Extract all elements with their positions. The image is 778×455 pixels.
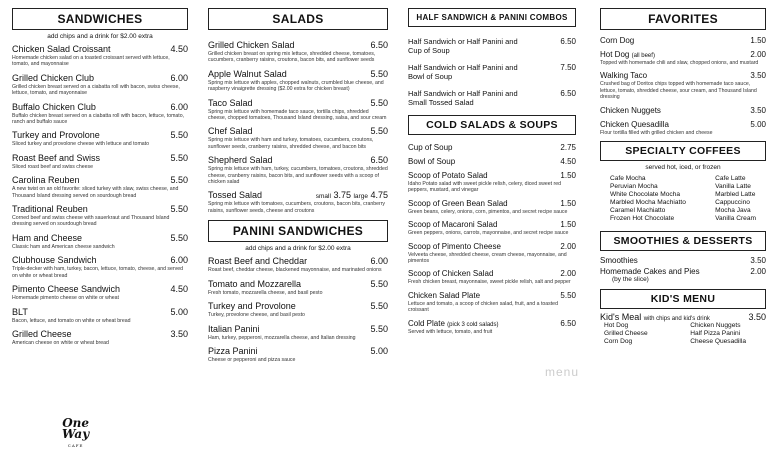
smoothies-header: SMOOTHIES & DESSERTS bbox=[600, 231, 766, 251]
menu-item bbox=[208, 256, 388, 273]
item-name: Buffalo Chicken Club bbox=[12, 101, 96, 112]
item-price: 6.50 bbox=[560, 37, 576, 46]
menu-item bbox=[12, 329, 188, 346]
list-item: Grilled Cheese bbox=[604, 330, 648, 338]
combo-item bbox=[408, 89, 576, 107]
list-item: Cafe Mocha bbox=[610, 175, 646, 183]
coffee-list-right bbox=[715, 175, 756, 223]
item-description: A new twist on an old favorite: sliced turkey with slaw, swiss cheese, and Thousand Island dressing served on sourdough bread bbox=[12, 186, 179, 199]
list-item: Chicken Nuggets bbox=[690, 322, 741, 330]
menu-item bbox=[12, 233, 188, 250]
favorites-section bbox=[600, 8, 766, 346]
item-name: Half Sandwich or Half Panini and Small Tossed Salad bbox=[408, 89, 518, 107]
menu-item bbox=[208, 279, 388, 296]
item-description: American cheese on white or wheat bread bbox=[12, 339, 109, 346]
item-name: Traditional Reuben bbox=[12, 204, 88, 215]
item-description: Grilled chicken breast on spring mix lettuce, shredded cheese, tomatoes, cucumbers, cranberry raisins, croutons, bacon bits, and sunflower seeds bbox=[208, 51, 376, 64]
item-price: 6.00 bbox=[170, 255, 188, 266]
item-price: 3.50 bbox=[170, 328, 188, 339]
item-name: Pimento Cheese Sandwich bbox=[12, 284, 121, 295]
item-name: BLT bbox=[12, 306, 28, 317]
item-price: 1.50 bbox=[560, 198, 576, 208]
item-description: Roast beef, cheddar cheese, blackened mayonnaise, and marinated onions bbox=[208, 267, 382, 274]
menu-item bbox=[12, 284, 188, 301]
favorites-list bbox=[600, 36, 766, 136]
cold-list bbox=[408, 143, 576, 314]
item-price: 6.50 bbox=[560, 89, 576, 98]
item-price: 6.00 bbox=[170, 101, 188, 112]
smoothies-list bbox=[600, 256, 766, 283]
item-price: 5.50 bbox=[170, 152, 188, 163]
item-price: 5.50 bbox=[170, 130, 188, 141]
item-description: Sliced roast beef and swiss cheese bbox=[12, 163, 94, 170]
menu-item bbox=[408, 143, 576, 152]
item-price: 5.50 bbox=[370, 278, 388, 289]
item-price: 2.00 bbox=[750, 267, 766, 277]
item-price: 6.00 bbox=[170, 72, 188, 83]
smoothie-item bbox=[600, 256, 766, 265]
list-item: Corn Dog bbox=[604, 338, 633, 346]
item-price: 4.50 bbox=[170, 44, 188, 54]
combo-item bbox=[408, 63, 576, 81]
combos-section bbox=[408, 8, 576, 340]
item-price: 5.00 bbox=[170, 306, 188, 317]
cold-header: COLD SALADS & SOUPS bbox=[408, 115, 576, 135]
item-name: Bowl of Soup bbox=[408, 157, 456, 166]
item-name: Cold Plate (pick 3 cold salads) bbox=[408, 318, 499, 328]
item-name: Carolina Reuben bbox=[12, 175, 80, 186]
item-name: Ham and Cheese bbox=[12, 232, 83, 243]
menu-item bbox=[208, 126, 388, 150]
item-description: Homemade chicken salad on a toasted croissant served with lettuce, tomato, and mayonnaise bbox=[12, 55, 170, 68]
list-item: Peruvian Mocha bbox=[610, 183, 658, 191]
item-name: Clubhouse Sandwich bbox=[12, 255, 97, 266]
item-description: Bacon, lettuce, and tomato on white or wheat bread bbox=[12, 317, 131, 324]
item-note: (by the slice) bbox=[612, 276, 649, 284]
menu-item bbox=[12, 307, 188, 324]
item-price: 5.50 bbox=[170, 204, 188, 215]
item-description: Turkey, provolone cheese, and basil pesto bbox=[208, 312, 305, 319]
item-description: Classic ham and American cheese sandwich bbox=[12, 243, 115, 250]
item-description: Cheese or pepperoni and pizza sauce bbox=[208, 356, 296, 363]
item-name: Grilled Chicken Club bbox=[12, 72, 95, 83]
item-name: Half Sandwich or Half Panini and Cup of Soup bbox=[408, 37, 518, 55]
item-price: 1.50 bbox=[750, 36, 766, 45]
dessert-item bbox=[600, 267, 766, 276]
item-name: Tomato and Mozzarella bbox=[208, 278, 302, 289]
coffee-list-left bbox=[610, 175, 686, 223]
salad-list bbox=[208, 40, 388, 185]
item-name: Tossed Salad bbox=[208, 190, 263, 201]
menu-item bbox=[208, 40, 388, 64]
item-name: Turkey and Provolone bbox=[208, 301, 296, 312]
item-description: Sliced turkey and provolone cheese with lettuce and tomato bbox=[12, 141, 149, 148]
item-description: Grilled chicken breast served on a ciabatta roll with bacon, swiss cheese, lettuce, tomato, and mayonnaise bbox=[12, 83, 180, 97]
item-name: Chicken Nuggets bbox=[600, 105, 661, 115]
list-item: Marbled Latte bbox=[715, 191, 756, 199]
item-price: 7.50 bbox=[560, 63, 576, 72]
item-price: 5.50 bbox=[560, 290, 576, 300]
item-description: Spring mix lettuce with tomatoes, cucumbers, croutons, bacon bits, cranberry raisins, sunflower seeds, cheese and croutons bbox=[208, 201, 386, 214]
list-item: Cheese Quesadilla bbox=[690, 338, 746, 346]
panini-subtitle: add chips and a drink for $2.00 extra bbox=[245, 245, 351, 253]
brand-name-2: Way bbox=[62, 427, 90, 441]
item-description: Spring mix lettuce with ham and turkey, tomatoes, cucumbers, croutons, sunflower seeds, cranberry raisins, shredded cheese, and bacon bits bbox=[208, 137, 374, 150]
menu-item bbox=[408, 220, 576, 236]
menu-item bbox=[12, 153, 188, 170]
item-name: Cup of Soup bbox=[408, 143, 453, 152]
menu-item bbox=[12, 204, 188, 228]
menu-item bbox=[12, 130, 188, 147]
item-name: Scoop of Pimento Cheese bbox=[408, 241, 501, 251]
list-item: White Chocolate Mocha bbox=[610, 191, 681, 199]
item-name: Scoop of Chicken Salad bbox=[408, 269, 494, 279]
coffees-header: SPECIALTY COFFEES bbox=[600, 141, 766, 161]
list-item: Half Pizza Panini bbox=[690, 330, 741, 338]
item-name: Hot Dog (all beef) bbox=[600, 50, 655, 59]
menu-item bbox=[12, 175, 188, 199]
item-description: Spring mix lettuce with ham, turkey, cucumbers, tomatoes, croutons, shredded cheese, cranberry raisins, bacon bits, and sunflower seeds with a scoop of chicken salad bbox=[208, 166, 388, 186]
item-name: Apple Walnut Salad bbox=[208, 68, 287, 79]
menu-item bbox=[600, 36, 766, 45]
item-name: Pizza Panini bbox=[208, 345, 258, 356]
kids-options-right bbox=[690, 322, 746, 346]
item-description: Green peppers, onions, carrots, mayonnaise, and secret recipe sauce bbox=[408, 230, 569, 237]
item-description: Corned beef and swiss cheese with sauerkraut and Thousand Island dressing served on sourdough bread bbox=[12, 215, 170, 228]
item-description: Served with lettuce, tomato, and fruit bbox=[408, 328, 493, 335]
item-price: 6.50 bbox=[560, 318, 576, 328]
item-name: Half Sandwich or Half Panini and Bowl of Soup bbox=[408, 63, 518, 81]
list-item: Vanilla Latte bbox=[715, 183, 751, 191]
watermark: menu bbox=[545, 365, 580, 379]
item-price: 5.50 bbox=[370, 126, 388, 137]
item-description: Buffalo chicken breast served on a ciabatta roll with bacon, lettuce, tomato, ranch and buffalo sauce bbox=[12, 112, 185, 126]
menu-item bbox=[208, 69, 388, 93]
item-name: Scoop of Macaroni Salad bbox=[408, 220, 498, 230]
item-price: 5.00 bbox=[750, 119, 766, 129]
sandwiches-section bbox=[12, 8, 188, 351]
menu-item bbox=[408, 157, 576, 166]
sandwiches-subtitle: add chips and a drink for $2.00 extra bbox=[47, 33, 153, 40]
kids-meal bbox=[600, 312, 766, 322]
item-description: Topped with homemade chili and slaw, chopped onions, and mustard bbox=[600, 60, 759, 66]
list-item: Mocha Java bbox=[715, 207, 751, 215]
menu-item bbox=[12, 102, 188, 126]
item-description: Spring mix lettuce with apples, chopped walnuts, crumbled blue cheese, and raspberry vinaigrette dressing ($2.00 extra for chicken breast) bbox=[208, 79, 384, 93]
item-price: 1.50 bbox=[560, 171, 576, 180]
item-description: Fresh tomato, mozzarella cheese, and basil pesto bbox=[208, 289, 323, 296]
item-name: Chef Salad bbox=[208, 126, 253, 137]
item-price: 2.75 bbox=[560, 143, 576, 152]
coffee-list bbox=[600, 175, 766, 223]
item-price: 5.50 bbox=[170, 232, 188, 243]
kids-options-left bbox=[604, 322, 648, 346]
item-price: 6.50 bbox=[370, 40, 388, 50]
list-item: Vanilla Cream bbox=[715, 215, 756, 223]
item-price: 3.50 bbox=[750, 71, 766, 81]
item-price: 5.50 bbox=[170, 175, 188, 186]
item-name: Homemade Cakes and Pies bbox=[600, 267, 700, 277]
item-name: Turkey and Provolone bbox=[12, 130, 100, 141]
list-item: Cappuccino bbox=[715, 199, 750, 207]
menu-item bbox=[208, 98, 388, 122]
item-name: Smoothies bbox=[600, 256, 638, 266]
item-price: 5.50 bbox=[370, 323, 388, 334]
list-item: Caramel Machiatto bbox=[610, 207, 666, 215]
kids-options bbox=[600, 322, 766, 346]
item-price: 5.00 bbox=[370, 345, 388, 356]
item-price: 1.50 bbox=[560, 220, 576, 230]
menu-item bbox=[408, 242, 576, 265]
item-name: Roast Beef and Cheddar bbox=[208, 256, 308, 267]
menu-item bbox=[600, 50, 766, 66]
combos-header: HALF SANDWICH & PANINI COMBOS bbox=[408, 8, 576, 27]
item-name: Grilled Chicken Salad bbox=[208, 40, 295, 50]
item-description: Ham, turkey, pepperoni, mozzarella cheese, and Italian dressing bbox=[208, 334, 356, 341]
favorites-header: FAVORITES bbox=[600, 8, 766, 30]
menu-item bbox=[600, 120, 766, 136]
item-name: Kid's Meal with chips and kid's drink bbox=[600, 312, 710, 323]
item-description: Flour tortilla filled with grilled chicken and cheese bbox=[600, 129, 713, 136]
tossed-salad-item bbox=[208, 190, 388, 214]
item-name: Scoop of Potato Salad bbox=[408, 171, 488, 180]
item-price: 5.50 bbox=[370, 68, 388, 79]
item-price: 3.50 bbox=[750, 256, 766, 266]
combo-item bbox=[408, 37, 576, 55]
item-description: Idaho Potato salad with sweet pickle relish, celery, diced sweet red peppers, mustard, and vinegar bbox=[408, 181, 562, 194]
list-item: Hot Dog bbox=[604, 322, 629, 330]
item-price: 3.50 bbox=[750, 105, 766, 115]
menu-item bbox=[208, 346, 388, 363]
item-description: Homemade pimento cheese on white or wheat bbox=[12, 295, 119, 302]
item-name: Taco Salad bbox=[208, 97, 253, 108]
list-item: Cafe Latte bbox=[715, 175, 746, 183]
item-description: Green beans, celery, onions, corn, pimentos, and secret recipe sauce bbox=[408, 208, 568, 215]
item-price: 3.50 bbox=[748, 312, 766, 323]
sandwiches-header: SANDWICHES bbox=[12, 8, 188, 30]
brand-tag: CAFE bbox=[67, 443, 84, 448]
menu-item bbox=[408, 171, 576, 194]
item-description: Triple-decker with ham, turkey, bacon, lettuce, tomato, cheese, and served on white or wheat bread bbox=[12, 266, 183, 279]
item-name: Roast Beef and Swiss bbox=[12, 152, 101, 163]
combo-list bbox=[408, 37, 576, 107]
item-price: 2.00 bbox=[560, 269, 576, 279]
item-name: Grilled Cheese bbox=[12, 328, 72, 339]
item-price: 4.50 bbox=[560, 157, 576, 166]
item-name: Chicken Quesadilla bbox=[600, 119, 669, 129]
brand-logo bbox=[62, 418, 89, 451]
list-item: Marbled Mocha Machiatto bbox=[610, 199, 686, 207]
panini-list bbox=[208, 256, 388, 363]
sandwich-list bbox=[12, 44, 188, 346]
item-description: Velveeta cheese, shredded cheese, cream cheese, mayonnaise, and pimentos bbox=[408, 251, 567, 265]
item-price: 6.50 bbox=[370, 155, 388, 166]
item-name: Shepherd Salad bbox=[208, 155, 273, 166]
menu-item bbox=[208, 324, 388, 341]
menu-item bbox=[600, 71, 766, 100]
menu-item bbox=[408, 291, 576, 314]
item-price: small 3.75 large 4.75 bbox=[315, 190, 388, 201]
menu-item bbox=[12, 73, 188, 97]
item-price: 2.00 bbox=[560, 241, 576, 251]
salads-header: SALADS bbox=[208, 8, 388, 30]
item-name: Walking Taco bbox=[600, 71, 648, 81]
menu-item bbox=[12, 255, 188, 279]
list-item: Frozen Hot Chocolate bbox=[610, 215, 675, 223]
panini-header: PANINI SANDWICHES bbox=[208, 220, 388, 242]
menu-item bbox=[12, 44, 188, 68]
brand-name-1: One bbox=[62, 416, 89, 430]
item-name: Corn Dog bbox=[600, 36, 635, 45]
item-description: Lettuce and tomato, a scoop of chicken salad, fruit, and a toasted croissant bbox=[408, 300, 558, 314]
item-price: 4.50 bbox=[170, 284, 188, 295]
item-price: 6.00 bbox=[370, 256, 388, 267]
item-description: Spring mix lettuce with homemade taco sauce, tortilla chips, shredded cheese, chopped tomatoes, Thousand Island dressing, salsa, and sour cream bbox=[208, 108, 387, 122]
item-description: Fresh chicken breast, mayonnaise, sweet pickle relish, salt and pepper bbox=[408, 279, 571, 286]
coffees-subtitle: served hot, iced, or frozen bbox=[645, 164, 721, 172]
item-price: 5.50 bbox=[370, 301, 388, 312]
cold-plate-item bbox=[408, 319, 576, 335]
item-price: 2.00 bbox=[750, 50, 766, 59]
item-name: Chicken Salad Plate bbox=[408, 290, 481, 300]
menu-item bbox=[408, 269, 576, 285]
kids-header: KID'S MENU bbox=[600, 289, 766, 309]
menu-item bbox=[600, 106, 766, 115]
item-price: 5.50 bbox=[370, 97, 388, 108]
menu-item bbox=[208, 155, 388, 185]
item-name: Scoop of Green Bean Salad bbox=[408, 198, 508, 208]
item-description: Crushed bag of Doritos chips topped with homemade taco sauce, lettuce, tomato, shredded cheese, sour cream, and Thousand Island dressing bbox=[600, 81, 757, 101]
item-name: Italian Panini bbox=[208, 323, 260, 334]
menu-item bbox=[208, 301, 388, 318]
salads-section bbox=[208, 8, 388, 368]
item-name: Chicken Salad Croissant bbox=[12, 44, 111, 54]
menu-item bbox=[408, 199, 576, 215]
